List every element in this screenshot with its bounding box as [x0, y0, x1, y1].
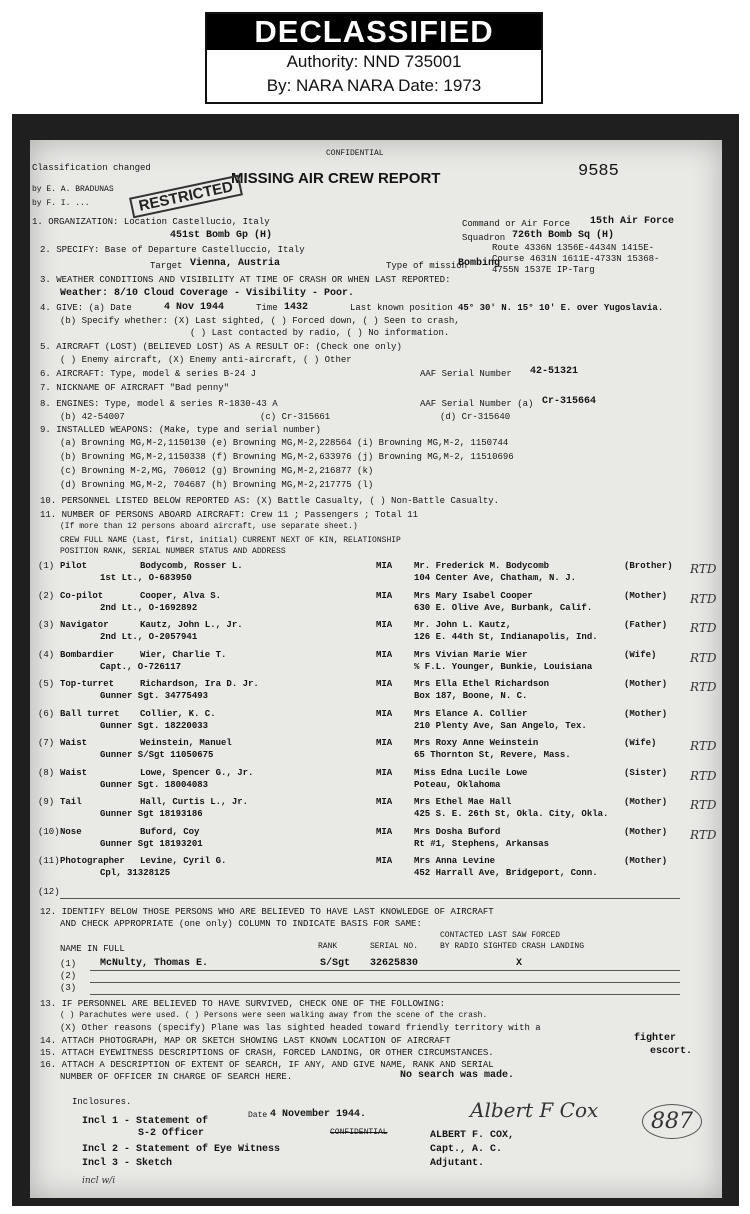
report-title: MISSING AIR CREW REPORT	[231, 170, 441, 187]
crew-position: Co-pilot	[60, 591, 104, 601]
crew-next-of-kin: Miss Edna Lucile Lowe	[414, 768, 528, 778]
aircraft-lost-2: ( ) Enemy aircraft, (X) Enemy anti-aircraft, ( ) Other	[60, 355, 352, 365]
inclosure-1b: S-2 Officer	[138, 1128, 205, 1139]
item-16b: NUMBER OF OFFICER IN CHARGE OF SEARCH HERE.	[60, 1072, 293, 1082]
crew-status: MIA	[376, 679, 393, 689]
crew-next-of-kin: Mrs Roxy Anne Weinstein	[414, 738, 539, 748]
date-signed: 4 November 1944.	[270, 1109, 367, 1120]
give-date-label: 4. GIVE: (a) Date	[40, 303, 132, 313]
crew-status: MIA	[376, 650, 393, 660]
survived-heading: 13. IF PERSONNEL ARE BELIEVED TO HAVE SURVIVED, CHECK ONE OF THE FOLLOWING:	[40, 999, 446, 1009]
crew-rank-serial: Gunner Sgt. 18004083	[100, 780, 209, 790]
crew-name: Levine, Cyril G.	[140, 856, 227, 866]
margin-note: incl w/i	[82, 1176, 116, 1186]
route-line-3: 4755N 1537E IP-Targ	[492, 265, 595, 275]
weather-heading: 3. WEATHER CONDITIONS AND VISIBILITY AT TIME OF CRASH OR WHEN LAST REPORTED:	[40, 275, 451, 285]
witness-serial: 32625830	[370, 958, 419, 969]
crew-address: 104 Center Ave, Chatham, N. J.	[414, 573, 577, 583]
crew-address: 452 Harrall Ave, Bridgeport, Conn.	[414, 868, 598, 878]
witness-name: McNulty, Thomas E.	[100, 958, 209, 969]
declassified-stamp	[205, 12, 543, 104]
classification-note-2: by E. A. BRADUNAS	[32, 185, 114, 194]
group-value: 451st Bomb Gp (H)	[170, 230, 273, 241]
crew-rtd-mark: RTD	[690, 828, 717, 842]
specify-whether: (b) Specify whether: (X) Last sighted, ( ) Forced down, ( ) Seen to crash,	[60, 316, 460, 326]
crew-status: MIA	[376, 797, 393, 807]
crew-position: Waist	[60, 768, 88, 778]
route-line-1: Route 4336N 1356E-4434N 1415E-	[492, 243, 655, 253]
weapons-heading: 9. INSTALLED WEAPONS: (Make, type and serial number)	[40, 425, 321, 435]
confidential-footer: CONFIDENTIAL	[330, 1128, 388, 1137]
crew-next-of-kin: Mrs Dosha Buford	[414, 827, 501, 837]
restricted-stamp: RESTRICTED	[129, 175, 243, 219]
crew-relationship: (Mother)	[624, 856, 668, 866]
command-label: Command or Air Force	[462, 219, 571, 229]
name-in-full-label: NAME IN FULL	[60, 944, 125, 954]
aaf-serial-label: AAF Serial Number	[420, 369, 512, 379]
witness-number: (3)	[60, 983, 77, 993]
signer-title: Adjutant.	[430, 1158, 485, 1169]
crew-relationship: (Mother)	[624, 797, 668, 807]
crew-position: Bombardier	[60, 650, 115, 660]
item-15-extra: escort.	[650, 1046, 693, 1057]
engines-line: 8. ENGINES: Type, model & series R-1830-43 A	[40, 399, 278, 409]
crew-rank-serial: Gunner Sgt. 34775493	[100, 691, 209, 701]
handwritten-number: 887	[642, 1104, 702, 1139]
crew-relationship: (Father)	[624, 620, 668, 630]
inclosure-1: Incl 1 - Statement of	[82, 1116, 209, 1127]
scanned-document	[12, 114, 739, 1206]
crew-rank-serial: Capt., O-726117	[100, 662, 182, 672]
crew-rtd-mark: RTD	[690, 739, 717, 753]
engine-a: Cr-315664	[542, 396, 597, 407]
crew-rtd-mark: RTD	[690, 621, 717, 635]
crew-rtd-mark: RTD	[690, 562, 717, 576]
crew-address: Poteau, Oklahoma	[414, 780, 501, 790]
crew-number: (6)	[38, 709, 55, 719]
witness-columns-1: CONTACTED LAST SAW FORCED	[440, 931, 561, 940]
crew-number: (11)	[38, 856, 60, 866]
crew-row-12: (12)	[38, 887, 60, 897]
crew-number: (5)	[38, 679, 55, 689]
declassified-by: By: NARA NARA Date: 1973	[266, 76, 482, 95]
crew-relationship: (Mother)	[624, 709, 668, 719]
crew-rank-serial: Gunner S/Sgt 11050675	[100, 750, 214, 760]
engine-serial-label: AAF Serial Number (a)	[420, 399, 534, 409]
crew-rank-serial: Cpl, 31328125	[100, 868, 171, 878]
weather-value: Weather: 8/10 Cloud Coverage - Visibility - Poor.	[60, 288, 355, 299]
crew-next-of-kin: Mr. John L. Kautz,	[414, 620, 512, 630]
declassified-authority: Authority: NND 735001	[286, 52, 462, 71]
crew-rank-serial: Gunner Sgt. 18220033	[100, 721, 209, 731]
persons-aboard: 11. NUMBER OF PERSONS ABOARD AIRCRAFT: Crew 11 ; Passengers ; Total 11	[40, 510, 419, 520]
identify-line-1: 12. IDENTIFY BELOW THOSE PERSONS WHO ARE BELIEVED TO HAVE LAST KNOWLEDGE OF AIRCRAFT	[40, 907, 494, 917]
time-value: 1432	[284, 302, 309, 313]
crew-status: MIA	[376, 591, 393, 601]
crew-address: 425 S. E. 26th St, Okla. City, Okla.	[414, 809, 609, 819]
crew-next-of-kin: Mr. Frederick M. Bodycomb	[414, 561, 550, 571]
crew-status: MIA	[376, 709, 393, 719]
crew-position: Tail	[60, 797, 82, 807]
weapon-row: (c) Browning M-2,MG, 706012 (g) Browning MG,M-2,216877 (k)	[60, 466, 374, 476]
witness-number: (2)	[60, 971, 77, 981]
crew-number: (3)	[38, 620, 55, 630]
crew-relationship: (Mother)	[624, 827, 668, 837]
target-label: Target	[150, 261, 183, 271]
crew-next-of-kin: Mrs Ethel Mae Hall	[414, 797, 512, 807]
crew-number: (2)	[38, 591, 55, 601]
crew-number: (7)	[38, 738, 55, 748]
crew-status: MIA	[376, 768, 393, 778]
position-label: Last known position	[350, 303, 453, 313]
crew-name: Weinstein, Manuel	[140, 738, 232, 748]
engine-d: (d) Cr-315640	[440, 412, 511, 422]
crew-number: (1)	[38, 561, 55, 571]
aircraft-lost: 5. AIRCRAFT (LOST) (BELIEVED LOST) AS A RESULT OF: (Check one only)	[40, 342, 402, 352]
aaf-serial-value: 42-51321	[530, 366, 579, 377]
personnel-listed: 10. PERSONNEL LISTED BELOW REPORTED AS: (X) Battle Casualty, ( ) Non-Battle Casualty.	[40, 496, 500, 506]
weapon-row: (d) Browning MG,M-2, 704687 (h) Browning MG,M-2,217775 (l)	[60, 480, 374, 490]
crew-name: Lowe, Spencer G., Jr.	[140, 768, 254, 778]
signature: Albert F Cox	[470, 1098, 599, 1122]
crew-header-1: CREW FULL NAME (Last, first, initial) CURRENT NEXT OF KIN, RELATIONSHIP	[60, 536, 401, 545]
crew-name: Richardson, Ira D. Jr.	[140, 679, 259, 689]
crew-rtd-mark: RTD	[690, 592, 717, 606]
crew-rtd-mark: RTD	[690, 680, 717, 694]
crew-number: (9)	[38, 797, 55, 807]
target-value: Vienna, Austria	[190, 258, 281, 269]
weapon-row: (b) Browning MG,M-2,1150338 (f) Browning MG,M-2,633976 (j) Browning MG,M-2, 11510696	[60, 452, 514, 462]
crew-number: (4)	[38, 650, 55, 660]
crew-relationship: (Mother)	[624, 679, 668, 689]
crew-status: MIA	[376, 738, 393, 748]
weapon-row: (a) Browning MG,M-2,1150130 (e) Browning MG,M-2,228564 (i) Browning MG,M-2, 1150744	[60, 438, 509, 448]
crew-number: (10)	[38, 827, 60, 837]
serial-label: SERIAL NO.	[370, 942, 419, 951]
squadron-value: 726th Bomb Sq (H)	[512, 230, 615, 241]
divider	[90, 982, 680, 983]
signer-name: ALBERT F. COX,	[430, 1130, 515, 1141]
inclosure-2: Incl 2 - Statement of Eye Witness	[82, 1144, 281, 1155]
time-label: Time	[256, 303, 278, 313]
crew-name: Wier, Charlie T.	[140, 650, 227, 660]
divider	[60, 898, 680, 899]
crew-rank-serial: Gunner Sgt 18193186	[100, 809, 203, 819]
witness-rank: S/Sgt	[320, 958, 351, 969]
crew-name: Collier, K. C.	[140, 709, 216, 719]
crew-relationship: (Sister)	[624, 768, 668, 778]
crew-rtd-mark: RTD	[690, 651, 717, 665]
crew-name: Buford, Coy	[140, 827, 200, 837]
crew-position: Ball turret	[60, 709, 120, 719]
aircraft-type: 6. AIRCRAFT: Type, model & series B-24 J	[40, 369, 257, 379]
crew-address: Box 187, Boone, N. C.	[414, 691, 528, 701]
crew-address: 630 E. Olive Ave, Burbank, Calif.	[414, 603, 593, 613]
engine-c: (c) Cr-315661	[260, 412, 331, 422]
crew-rtd-mark: RTD	[690, 769, 717, 783]
item-14: 14. ATTACH PHOTOGRAPH, MAP OR SKETCH SHOWING LAST KNOWN LOCATION OF AIRCRAFT	[40, 1036, 451, 1046]
survived-option-a: ( ) Parachutes were used. ( ) Persons were seen walking away from the scene of the crash.	[60, 1011, 488, 1020]
crew-rank-serial: Gunner Sgt 18193201	[100, 839, 203, 849]
crew-position: Top-turret	[60, 679, 115, 689]
crew-next-of-kin: Mrs Elance A. Collier	[414, 709, 528, 719]
crew-next-of-kin: Mrs Ella Ethel Richardson	[414, 679, 550, 689]
inclosure-3: Incl 3 - Sketch	[82, 1158, 173, 1169]
specify-whether-2: ( ) Last contacted by radio, ( ) No information.	[190, 328, 450, 338]
witness-number: (1)	[60, 959, 77, 969]
date-label: Date	[248, 1111, 268, 1120]
crew-address: Rt #1, Stephens, Arkansas	[414, 839, 550, 849]
crew-name: Hall, Curtis L., Jr.	[140, 797, 249, 807]
crew-next-of-kin: Mrs Vivian Marie Wier	[414, 650, 528, 660]
nickname-line: 7. NICKNAME OF AIRCRAFT "Bad penny"	[40, 383, 230, 393]
survived-option-b: (X) Other reasons (specify) Plane was las sighted headed toward friendly territory with a	[60, 1023, 541, 1033]
signer-rank: Capt., A. C.	[430, 1144, 503, 1155]
position-value: 45° 30' N. 15° 10' E. over Yugoslavia.	[458, 303, 664, 313]
crew-rank-serial: 1st Lt., O-683950	[100, 573, 192, 583]
route-line-2: Course 4631N 1611E-4733N 15368-	[492, 254, 660, 264]
crew-rank-serial: 2nd Lt., O-1692892	[100, 603, 198, 613]
inclosures-label: Inclosures.	[72, 1097, 132, 1107]
crew-name: Cooper, Alva S.	[140, 591, 222, 601]
crew-address: 126 E. 44th St, Indianapolis, Ind.	[414, 632, 598, 642]
classification-note-3: by F. I. ...	[32, 199, 90, 208]
item-16-value: No search was made.	[400, 1070, 515, 1081]
crew-next-of-kin: Mrs Mary Isabel Cooper	[414, 591, 533, 601]
crew-address: % F.L. Younger, Bunkie, Louisiana	[414, 662, 593, 672]
crew-relationship: (Mother)	[624, 591, 668, 601]
crew-position: Waist	[60, 738, 88, 748]
crew-address: 65 Thornton St, Revere, Mass.	[414, 750, 571, 760]
crew-address: 210 Plenty Ave, San Angelo, Tex.	[414, 721, 587, 731]
report-number: 9585	[578, 162, 619, 181]
report-paper	[30, 140, 722, 1198]
crew-header-2: POSITION RANK, SERIAL NUMBER STATUS AND ADDRESS	[60, 547, 286, 556]
witness-columns-2: BY RADIO SIGHTED CRASH LANDING	[440, 942, 585, 951]
mission-label: Type of mission	[386, 261, 468, 271]
divider	[90, 994, 680, 995]
identify-line-2: AND CHECK APPROPRIATE (one only) COLUMN TO INDICATE BASIS FOR SAME:	[60, 919, 422, 929]
crew-status: MIA	[376, 561, 393, 571]
crew-position: Navigator	[60, 620, 109, 630]
date-value: 4 Nov 1944	[164, 302, 225, 313]
crew-relationship: (Wife)	[624, 650, 657, 660]
engine-b: (b) 42-54007	[60, 412, 125, 422]
organization-line: 1. ORGANIZATION: Location Castellucio, Italy	[32, 217, 270, 227]
mission-value: Bombing	[458, 258, 501, 269]
declassified-title: DECLASSIFIED	[207, 14, 541, 50]
classification-note-1: Classification changed	[32, 163, 151, 173]
rank-label: RANK	[318, 942, 338, 951]
crew-position: Pilot	[60, 561, 88, 571]
specify-line: 2. SPECIFY: Base of Departure Castelluccio, Italy	[40, 245, 305, 255]
crew-rank-serial: 2nd Lt., O-2057941	[100, 632, 198, 642]
confidential-header: CONFIDENTIAL	[326, 149, 384, 158]
crew-relationship: (Wife)	[624, 738, 657, 748]
witness-last-sighted-mark: X	[516, 958, 523, 969]
crew-rtd-mark: RTD	[690, 798, 717, 812]
crew-number: (8)	[38, 768, 55, 778]
crew-relationship: (Brother)	[624, 561, 673, 571]
divider	[90, 970, 680, 971]
crew-status: MIA	[376, 827, 393, 837]
crew-name: Bodycomb, Rosser L.	[140, 561, 243, 571]
item-16a: 16. ATTACH A DESCRIPTION OF EXTENT OF SEARCH, IF ANY, AND GIVE NAME, RANK AND SERIAL	[40, 1060, 494, 1070]
command-value: 15th Air Force	[590, 216, 675, 227]
crew-position: Nose	[60, 827, 82, 837]
crew-position: Photographer	[60, 856, 125, 866]
item-15: 15. ATTACH EYEWITNESS DESCRIPTIONS OF CRASH, FORCED LANDING, OR OTHER CIRCUMSTANCES.	[40, 1048, 494, 1058]
crew-next-of-kin: Mrs Anna Levine	[414, 856, 496, 866]
crew-status: MIA	[376, 620, 393, 630]
persons-note: (If more than 12 persons aboard aircraft, use separate sheet.)	[60, 522, 358, 531]
squadron-label: Squadron	[462, 233, 506, 243]
item-14-extra: fighter	[634, 1033, 677, 1044]
crew-status: MIA	[376, 856, 393, 866]
crew-name: Kautz, John L., Jr.	[140, 620, 243, 630]
